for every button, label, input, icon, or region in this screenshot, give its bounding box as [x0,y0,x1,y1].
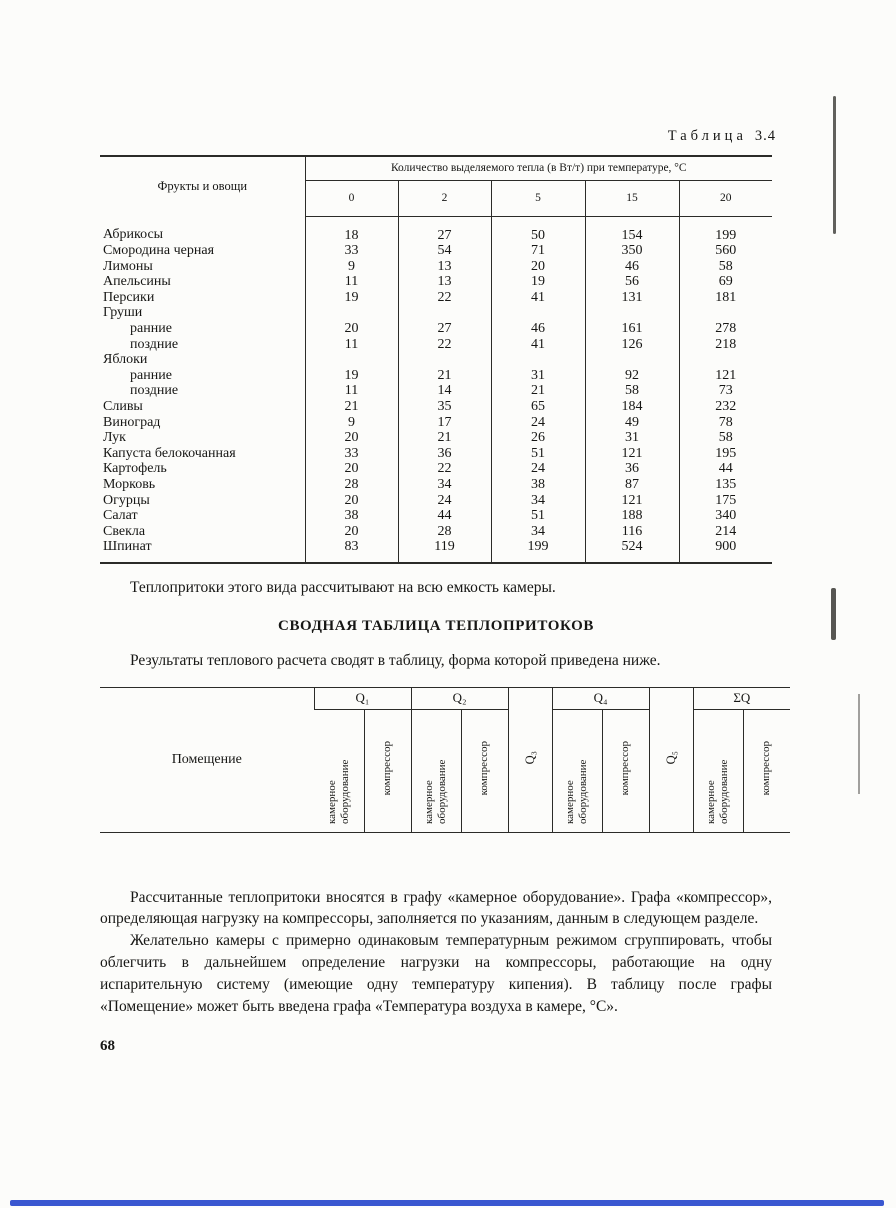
paragraph-summary-intro: Результаты теплового расчета сводят в таблицу, форма которой приведена ниже. [130,651,661,669]
row-value: 199 [679,216,772,243]
row-value: 20 [305,524,398,540]
scan-artifact-bottom-edge [10,1200,884,1206]
table-row [100,305,772,321]
row-label: поздние [130,336,179,352]
row-value: 31 [585,430,679,446]
row-value: 126 [585,337,679,353]
row-value: 38 [491,477,585,493]
q4-compressor-label: компрессор [619,741,632,796]
row-value: 560 [679,243,772,259]
row-value: 51 [491,446,585,462]
row-value: 20 [305,321,398,337]
q4-compressor-column [602,709,649,832]
row-value: 121 [679,368,772,384]
row-value: 34 [491,524,585,540]
row-value [491,352,585,368]
row-value: 33 [305,243,398,259]
page-number: 68 [100,1038,115,1054]
sum-q-compressor-column [743,709,790,832]
row-value: 131 [585,290,679,306]
row-value: 41 [491,290,585,306]
row-value [585,352,679,368]
table-row [100,430,772,446]
q2-group-label: Q₂ [411,687,508,709]
q1-equipment-column [314,709,364,832]
row-label: Свекла [103,523,146,539]
row-value: 41 [491,337,585,353]
q2-equipment-label: камерное оборудование [423,759,449,824]
q4-equipment-label: камерное оборудование [564,759,590,824]
row-value: 78 [679,415,772,431]
row-value: 83 [305,539,398,563]
row-value: 44 [398,508,491,524]
row-value: 20 [305,461,398,477]
row-value: 188 [585,508,679,524]
row-label: Морковь [103,477,156,492]
table-row [100,321,772,337]
room-column-header: Помещение [171,751,242,767]
table-row [100,352,772,368]
table-header-row [100,156,772,180]
q1-group-label: Q₁ [314,687,411,709]
row-value: 121 [585,493,679,509]
row-value: 56 [585,274,679,290]
q2-compressor-label: компрессор [478,741,491,796]
row-label: Абрикосы [103,227,164,243]
q5-column [649,687,693,832]
row-value: 22 [398,337,491,353]
row-value: 58 [679,259,772,275]
paragraph-grouping-advice: Желательно камеры с примерно одинаковым температурным режимом сгруппировать, чтобы облегчить в дальнейшем определение нагрузки на компрессоры, работающие на одну испарительную систему (имеющие одну температуру кипения). В таблицу после графы «Помещение» может быть введена графа «Температура воздуха в камере, °С». [100,932,772,1015]
temp-header-0: 0 [305,180,398,216]
row-value [585,305,679,321]
row-value: 19 [305,290,398,306]
row-value: 135 [679,477,772,493]
row-value: 34 [491,493,585,509]
fruits-table-body [100,216,772,563]
table-row [100,337,772,353]
row-value: 24 [398,493,491,509]
section-heading: СВОДНАЯ ТАБЛИЦА ТЕПЛОПРИТОКОВ [278,617,594,634]
row-value: 87 [585,477,679,493]
row-value: 44 [679,461,772,477]
sum-q-equipment-column [693,709,743,832]
row-value [679,305,772,321]
table-row [100,493,772,509]
row-label: Виноград [103,414,161,430]
row-value: 19 [305,368,398,384]
row-value: 69 [679,274,772,290]
row-value: 36 [585,461,679,477]
row-value: 13 [398,274,491,290]
row-value [398,352,491,368]
row-value: 46 [585,259,679,275]
row-value: 232 [679,399,772,415]
table-row [100,539,772,563]
row-value: 34 [398,477,491,493]
row-value: 92 [585,368,679,384]
row-value: 161 [585,321,679,337]
heat-emission-table [100,155,772,564]
row-value: 11 [305,337,398,353]
table-row [100,274,772,290]
q4-group-label: Q₄ [552,687,649,709]
row-value: 21 [305,399,398,415]
row-label: Салат [103,508,138,524]
temp-header-2: 2 [398,180,491,216]
row-value: 11 [305,274,398,290]
q3-column [508,687,552,832]
row-value: 218 [679,337,772,353]
row-value: 116 [585,524,679,540]
row-value: 13 [398,259,491,275]
row-value: 18 [305,216,398,243]
row-value: 35 [398,399,491,415]
column-group-header: Количество выделяемого тепла (в Вт/т) при температуре, °С [305,156,772,180]
q4-equipment-column [552,709,602,832]
row-label: Персики [103,289,155,305]
row-value: 27 [398,216,491,243]
table-row [100,461,772,477]
row-label: Капуста белокочанная [103,445,236,461]
row-value: 20 [491,259,585,275]
row-value: 58 [679,430,772,446]
paragraph-entry-instructions: Рассчитанные теплопритоки вносятся в графу «камерное оборудование». Графа «компрессор», определяющая нагрузку на компрессоры, заполняется по указаниям, данным в следующем разделе. [100,888,772,928]
q5-rotated-label: Q₅ [663,750,678,765]
row-value: 49 [585,415,679,431]
row-label: Лимоны [103,258,153,274]
row-label: Яблоки [103,352,148,368]
q1-equipment-label: камерное оборудование [325,759,351,824]
row-value: 278 [679,321,772,337]
row-value [305,352,398,368]
row-value: 58 [585,383,679,399]
sum-q-equipment-label: камерное оборудование [705,759,731,824]
row-value: 184 [585,399,679,415]
row-value: 28 [305,477,398,493]
row-value: 214 [679,524,772,540]
table-row [100,415,772,431]
paragraph-heat-gains-note: Теплопритоки этого вида рассчитывают на всю емкость камеры. [130,578,556,596]
row-label: Сливы [103,399,143,415]
scan-artifact-right-middle [831,588,836,640]
row-label: поздние [130,383,179,399]
row-label: ранние [130,367,172,383]
temp-header-20: 20 [679,180,772,216]
row-label: Лук [103,430,126,446]
row-value: 181 [679,290,772,306]
q3-rotated-label: Q₃ [522,750,537,765]
scan-artifact-right-lower [858,694,860,794]
table-caption-word: Таблица [667,128,747,144]
row-value: 65 [491,399,585,415]
row-value: 9 [305,259,398,275]
row-value: 51 [491,508,585,524]
row-value: 20 [305,493,398,509]
row-value: 340 [679,508,772,524]
q1-compressor-column [364,709,411,832]
row-value: 33 [305,446,398,462]
row-value: 24 [491,415,585,431]
page-content [100,128,790,1017]
row-value: 50 [491,216,585,243]
row-value: 121 [585,446,679,462]
row-value: 20 [305,430,398,446]
row-value: 73 [679,383,772,399]
q2-compressor-column [461,709,508,832]
row-value: 31 [491,368,585,384]
row-value: 24 [491,461,585,477]
table-row [100,216,772,243]
scan-artifact-right-top [833,96,836,234]
row-value: 46 [491,321,585,337]
table-row [100,368,772,384]
row-value: 28 [398,524,491,540]
row-label: Картофель [103,461,167,477]
row-value: 17 [398,415,491,431]
table-caption-number: 3.4 [754,128,776,144]
row-value: 175 [679,493,772,509]
table-row [100,383,772,399]
row-label: Шпинат [103,539,152,555]
row-value: 21 [398,430,491,446]
row-label: Смородина черная [103,243,215,259]
row-label: Груши [103,305,143,321]
row-value: 21 [491,383,585,399]
table-row [100,290,772,306]
table-caption [100,128,790,145]
row-value: 71 [491,243,585,259]
column-header-produce: Фрукты и овощи [157,179,248,193]
row-value: 27 [398,321,491,337]
row-value [679,352,772,368]
summary-table-form [100,687,790,833]
row-label: ранние [130,321,172,337]
q2-equipment-column [411,709,461,832]
row-value: 9 [305,415,398,431]
table-row [100,477,772,493]
row-value: 350 [585,243,679,259]
row-value: 19 [491,274,585,290]
row-value: 900 [679,539,772,563]
table-row [100,243,772,259]
table-row [100,524,772,540]
sum-q-compressor-label: компрессор [760,741,773,796]
row-value: 21 [398,368,491,384]
table-row [100,446,772,462]
row-value: 119 [398,539,491,563]
row-value: 14 [398,383,491,399]
table-row [100,259,772,275]
row-value: 195 [679,446,772,462]
temp-header-5: 5 [491,180,585,216]
row-value: 54 [398,243,491,259]
row-value: 36 [398,446,491,462]
row-value: 26 [491,430,585,446]
q1-compressor-label: компрессор [381,741,394,796]
table-row [100,399,772,415]
row-label: Апельсины [103,274,171,290]
row-value: 154 [585,216,679,243]
row-value: 22 [398,290,491,306]
row-value [491,305,585,321]
sum-q-group-label: ΣQ [693,687,790,709]
row-value [398,305,491,321]
row-value: 11 [305,383,398,399]
row-label: Огурцы [103,492,150,508]
table-row [100,508,772,524]
temp-header-15: 15 [585,180,679,216]
summary-top-header-row [100,687,790,709]
row-value: 22 [398,461,491,477]
row-value: 38 [305,508,398,524]
row-value [305,305,398,321]
row-value: 524 [585,539,679,563]
row-value: 199 [491,539,585,563]
